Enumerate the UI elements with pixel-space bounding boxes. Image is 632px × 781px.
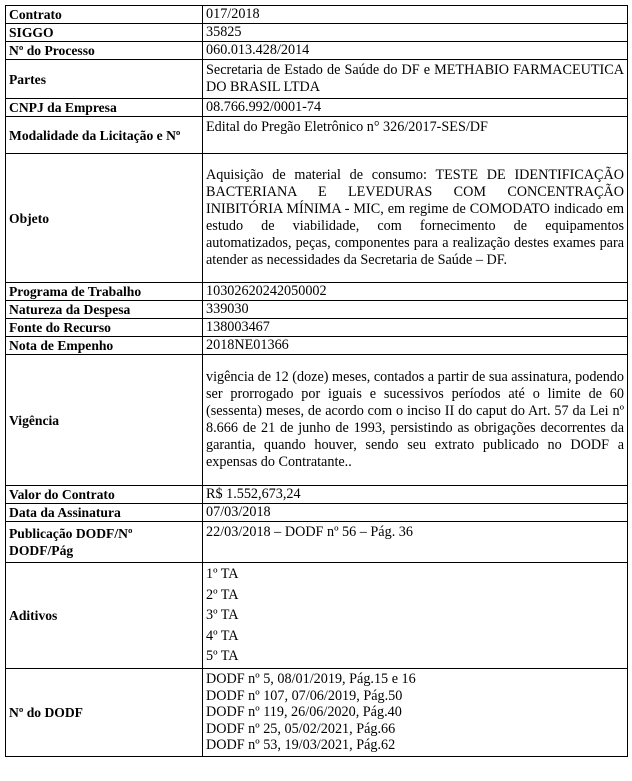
value-modalidade: Edital do Pregão Eletrônico n° 326/2017-SES/DF	[203, 117, 628, 154]
label-assinatura: Data da Assinatura	[6, 504, 203, 522]
row-fonte	[6, 319, 628, 337]
label-partes: Partes	[6, 60, 203, 99]
row-contrato	[6, 6, 628, 24]
row-processo	[6, 42, 628, 60]
row-partes	[6, 60, 628, 99]
dodf-item: DODF nº 25, 05/02/2021, Pág.66	[206, 720, 396, 737]
row-vigencia	[6, 355, 628, 486]
row-programa	[6, 283, 628, 301]
row-empenho	[6, 337, 628, 355]
label-modalidade: Modalidade da Licitação e Nº	[6, 117, 203, 154]
label-fonte: Fonte do Recurso	[6, 319, 203, 337]
aditivo-item: 4º TA	[206, 627, 239, 644]
value-programa: 10302620242050002	[203, 283, 628, 301]
label-objeto: Objeto	[6, 154, 203, 283]
label-programa: Programa de Trabalho	[6, 283, 203, 301]
value-natureza: 339030	[203, 301, 628, 319]
label-contrato: Contrato	[6, 6, 203, 24]
row-objeto	[6, 154, 628, 283]
dodf-item: DODF nº 107, 07/06/2019, Pág.50	[206, 687, 403, 704]
aditivo-item: 1º TA	[206, 566, 239, 583]
label-publicacao: Publicação DODF/Nº DODF/Pág	[6, 522, 203, 563]
aditivo-item: 5º TA	[206, 648, 239, 665]
contract-summary-table	[5, 5, 628, 757]
value-cnpj: 08.766.992/0001-74	[203, 99, 628, 117]
label-natureza: Natureza da Despesa	[6, 301, 203, 319]
value-contrato: 017/2018	[203, 6, 628, 24]
label-valor: Valor do Contrato	[6, 486, 203, 504]
label-vigencia: Vigência	[6, 355, 203, 486]
dodf-item: DODF nº 53, 19/03/2021, Pág.62	[206, 737, 396, 754]
value-assinatura: 07/03/2018	[203, 504, 628, 522]
row-valor	[6, 486, 628, 504]
row-siggo	[6, 24, 628, 42]
row-assinatura	[6, 504, 628, 522]
label-cnpj: CNPJ da Empresa	[6, 99, 203, 117]
value-fonte: 138003467	[203, 319, 628, 337]
dodf-item: DODF nº 119, 26/06/2020, Pág.40	[206, 704, 402, 721]
row-aditivos	[6, 563, 628, 669]
row-modalidade	[6, 117, 628, 154]
row-cnpj	[6, 99, 628, 117]
value-processo: 060.013.428/2014	[203, 42, 628, 60]
aditivo-item: 2º TA	[206, 586, 239, 603]
label-dodf: Nº do DODF	[6, 669, 203, 757]
label-aditivos: Aditivos	[6, 563, 203, 669]
dodf-list	[203, 669, 628, 757]
value-valor: R$ 1.552,673,24	[203, 486, 628, 504]
value-siggo: 35825	[203, 24, 628, 42]
aditivo-item: 3º TA	[206, 607, 239, 624]
label-siggo: SIGGO	[6, 24, 203, 42]
row-natureza	[6, 301, 628, 319]
value-publicacao: 22/03/2018 – DODF nº 56 – Pág. 36	[203, 522, 628, 563]
aditivos-list	[203, 563, 628, 669]
value-partes: Secretaria de Estado de Saúde do DF e METHABIO FARMACEUTICA DO BRASIL LTDA	[203, 60, 628, 99]
label-processo: Nº do Processo	[6, 42, 203, 60]
row-dodf	[6, 669, 628, 757]
label-empenho: Nota de Empenho	[6, 337, 203, 355]
value-vigencia: vigência de 12 (doze) meses, contados a partir de sua assinatura, podendo ser prorrogado por iguais e sucessivos períodos até o limite de 60 (sessenta) meses, de acordo com o inciso II do caput do Art. 57 da Lei nº 8.666 de 21 de junho de 1993, persistindo as obrigações decorrentes da garantia, quando houver, sendo seu extrato publicado no DODF a expensas do Contratante..	[203, 355, 628, 486]
dodf-item: DODF nº 5, 08/01/2019, Pág.15 e 16	[206, 671, 416, 688]
row-publicacao	[6, 522, 628, 563]
value-empenho: 2018NE01366	[203, 337, 628, 355]
value-objeto: Aquisição de material de consumo: TESTE DE IDENTIFICAÇÃO BACTERIANA E LEVEDURAS COM CONCENTRAÇÃO INIBITÓRIA MÍNIMA - MIC, em regime de COMODATO indicado em estudo de viabilidade, com fornecimento de equipamentos automatizados, peças, componentes para a realização destes exames para atender as necessidades da Secretaria de Saúde – DF.	[203, 154, 628, 283]
